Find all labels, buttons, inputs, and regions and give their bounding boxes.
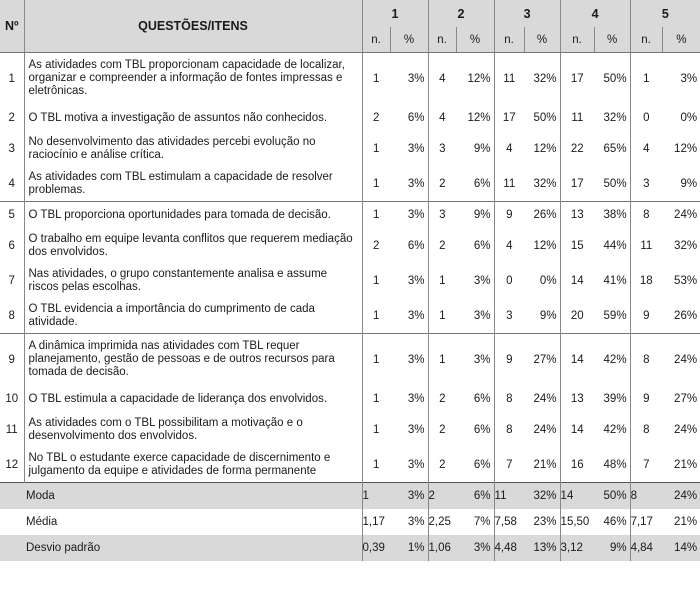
table-row [0, 386, 700, 413]
percent-cell: 59% [603, 309, 627, 322]
item-question: No desenvolvimento das atividades percebi evolução no raciocínio e análise crítica. [24, 132, 362, 167]
count-cell: 13 [560, 202, 594, 229]
count-cell: 1 [362, 334, 390, 386]
percent-cell: 50% [603, 72, 627, 85]
count-cell: 20 [560, 299, 594, 334]
table-row [0, 105, 700, 132]
item-question: O TBL proporciona oportunidades para tomada de decisão. [24, 202, 362, 229]
item-number: 12 [5, 458, 19, 471]
percent-cell: 42% [594, 334, 630, 386]
percent-cell: 6% [407, 240, 425, 252]
count-cell: 1 [630, 53, 662, 105]
count-cell: 9 [494, 202, 524, 229]
header-number: Nº [0, 0, 24, 53]
count-cell: 17 [560, 167, 594, 202]
item-question: As atividades com o TBL possibilitam a motivação e o desenvolvimento dos envolvidos. [24, 413, 362, 448]
sub-pct: % [594, 27, 630, 53]
sub-pct: % [390, 27, 428, 53]
percent-cell: 3% [390, 202, 428, 229]
count-cell: 2 [428, 448, 456, 483]
stat-label: Desvio padrão [0, 535, 362, 561]
count-cell: 1 [362, 53, 390, 105]
count-cell: 9 [630, 299, 662, 334]
stat-value-cell: 1,17 [362, 509, 390, 535]
stat-value-cell: 14 [560, 483, 594, 510]
item-number: 7 [8, 275, 15, 287]
count-cell: 1 [362, 299, 390, 334]
stat-percent-cell: 24% [662, 483, 700, 510]
stat-label: Média [26, 516, 58, 528]
count-cell: 16 [560, 448, 594, 483]
count-cell: 7 [494, 448, 524, 483]
percent-cell: 24% [674, 424, 698, 436]
percent-cell: 3% [407, 458, 425, 471]
count-cell: 14 [560, 334, 594, 386]
percent-cell: 50% [603, 177, 627, 190]
percent-cell: 32% [533, 177, 557, 190]
stat-percent-cell: 32% [524, 483, 560, 510]
count-cell: 1 [362, 132, 390, 167]
stat-percent-cell: 3% [390, 483, 428, 510]
count-cell: 11 [630, 229, 662, 264]
count-cell: 4 [428, 105, 456, 132]
header-group-1: 1 [362, 0, 428, 27]
percent-cell: 3% [473, 275, 491, 287]
count-cell: 1 [428, 264, 456, 299]
item-number: 3 [8, 143, 15, 155]
count-cell: 4 [494, 132, 524, 167]
count-cell: 14 [560, 264, 594, 299]
header-group-3: 3 [494, 0, 560, 27]
stat-percent-cell: 1% [390, 535, 428, 561]
count-cell: 8 [630, 202, 662, 229]
stat-value-cell: 15,50 [560, 509, 594, 535]
percent-cell: 3% [407, 72, 425, 85]
table-row [0, 53, 700, 105]
table-row [0, 229, 700, 264]
percent-cell: 3% [407, 309, 425, 322]
percent-cell: 3% [407, 424, 425, 436]
item-question: O TBL motiva a investigação de assuntos não conhecidos. [24, 105, 362, 132]
percent-cell: 42% [603, 424, 627, 436]
percent-cell: 38% [594, 202, 630, 229]
percent-cell: 32% [674, 240, 698, 252]
stat-percent-cell: 21% [674, 516, 698, 528]
count-cell: 4 [428, 53, 456, 105]
stat-percent-cell: 3% [456, 535, 494, 561]
sub-n: n. [630, 27, 662, 53]
stat-value-cell: 4,84 [630, 535, 662, 561]
percent-cell: 6% [473, 240, 491, 252]
percent-cell: 9% [539, 309, 557, 322]
percent-cell: 21% [674, 458, 698, 471]
stat-value-cell: 8 [630, 483, 662, 510]
item-question: O TBL evidencia a importância do cumprimento de cada atividade. [24, 299, 362, 334]
percent-cell: 0% [539, 275, 557, 287]
count-cell: 1 [362, 202, 390, 229]
item-question: A dinâmica imprimida nas atividades com TBL requer planejamento, gestão de pessoas e de outros recursos para tomada de decisão. [24, 334, 362, 386]
percent-cell: 24% [533, 424, 557, 436]
sub-pct: % [662, 27, 700, 53]
sub-pct: % [524, 27, 560, 53]
item-number: 4 [8, 177, 15, 190]
header-group-4: 4 [560, 0, 630, 27]
count-cell: 1 [362, 413, 390, 448]
stats-row [0, 535, 700, 561]
stat-value-cell: 7,17 [630, 509, 662, 535]
count-cell: 1 [362, 167, 390, 202]
count-cell: 2 [428, 386, 456, 413]
table-row [0, 448, 700, 483]
stat-percent-cell: 14% [662, 535, 700, 561]
percent-cell: 6% [407, 112, 425, 124]
count-cell: 1 [428, 334, 456, 386]
sub-n: n. [560, 27, 594, 53]
count-cell: 4 [494, 229, 524, 264]
count-cell: 4 [630, 132, 662, 167]
count-cell: 11 [494, 167, 524, 202]
count-cell: 11 [560, 105, 594, 132]
item-question: No TBL o estudante exerce capacidade de discernimento e julgamento da equipe e atividades de forma permanente [24, 448, 362, 483]
percent-cell: 32% [603, 112, 627, 124]
count-cell: 17 [560, 53, 594, 105]
item-number: 9 [0, 334, 24, 386]
table-header [0, 0, 700, 53]
stats-row [0, 509, 700, 535]
count-cell: 8 [630, 334, 662, 386]
percent-cell: 6% [473, 458, 491, 471]
percent-cell: 26% [524, 202, 560, 229]
count-cell: 2 [362, 229, 390, 264]
percent-cell: 3% [390, 334, 428, 386]
percent-cell: 24% [662, 202, 700, 229]
percent-cell: 6% [473, 393, 491, 405]
percent-cell: 9% [456, 202, 494, 229]
count-cell: 14 [560, 413, 594, 448]
percent-cell: 53% [674, 275, 698, 287]
count-cell: 0 [630, 105, 662, 132]
item-number: 11 [5, 424, 18, 436]
table-row [0, 334, 700, 386]
stat-value-cell: 2,25 [428, 509, 456, 535]
stat-value-cell: 2 [428, 483, 456, 510]
count-cell: 2 [428, 167, 456, 202]
stat-percent-cell: 6% [456, 483, 494, 510]
stat-value-cell: 4,48 [494, 535, 524, 561]
percent-cell: 3% [407, 143, 425, 155]
percent-cell: 0% [680, 112, 698, 124]
count-cell: 2 [428, 229, 456, 264]
item-question: O trabalho em equipe levanta conflitos que requerem mediação dos envolvidos. [24, 229, 362, 264]
item-number: 2 [8, 112, 15, 124]
stat-percent-cell: 7% [473, 516, 491, 528]
percent-cell: 24% [662, 334, 700, 386]
count-cell: 1 [362, 264, 390, 299]
percent-cell: 12% [533, 143, 557, 155]
item-question: As atividades com TBL proporcionam capacidade de localizar, organizar e compreender a informação de fontes impressas e eletrônicas. [24, 53, 362, 105]
sub-pct: % [456, 27, 494, 53]
item-number: 5 [0, 202, 24, 229]
stat-percent-cell: 3% [407, 516, 425, 528]
count-cell: 2 [362, 105, 390, 132]
item-number: 6 [8, 240, 15, 252]
count-cell: 2 [428, 413, 456, 448]
stat-percent-cell: 9% [594, 535, 630, 561]
count-cell: 9 [630, 386, 662, 413]
count-cell: 7 [630, 448, 662, 483]
count-cell: 17 [494, 105, 524, 132]
percent-cell: 44% [603, 240, 627, 252]
count-cell: 1 [428, 299, 456, 334]
table-row [0, 202, 700, 229]
table-row [0, 264, 700, 299]
table-row [0, 167, 700, 202]
item-question: Nas atividades, o grupo constantemente analisa e assume riscos pelas escolhas. [24, 264, 362, 299]
stat-value-cell: 7,58 [494, 509, 524, 535]
count-cell: 1 [362, 448, 390, 483]
stat-value-cell: 3,12 [560, 535, 594, 561]
count-cell: 3 [428, 202, 456, 229]
item-number: 8 [8, 309, 15, 322]
item-question: O TBL estimula a capacidade de liderança dos envolvidos. [24, 386, 362, 413]
count-cell: 3 [630, 167, 662, 202]
sub-n: n. [362, 27, 390, 53]
percent-cell: 65% [603, 143, 627, 155]
stat-value-cell: 1 [362, 483, 390, 510]
count-cell: 11 [494, 53, 524, 105]
item-number: 1 [8, 72, 15, 85]
percent-cell: 12% [467, 112, 491, 124]
stat-value-cell: 1,06 [428, 535, 456, 561]
percent-cell: 12% [533, 240, 557, 252]
stat-percent-cell: 13% [524, 535, 560, 561]
percent-cell: 50% [533, 112, 557, 124]
header-group-5: 5 [630, 0, 700, 27]
percent-cell: 21% [533, 458, 557, 471]
count-cell: 1 [362, 386, 390, 413]
percent-cell: 12% [674, 143, 698, 155]
percent-cell: 48% [603, 458, 627, 471]
percent-cell: 3% [680, 72, 698, 85]
percent-cell: 3% [407, 275, 425, 287]
percent-cell: 3% [456, 334, 494, 386]
count-cell: 8 [494, 386, 524, 413]
percent-cell: 41% [603, 275, 627, 287]
table-row [0, 132, 700, 167]
percent-cell: 12% [467, 72, 491, 85]
percent-cell: 24% [533, 393, 557, 405]
stat-value-cell: 0,39 [362, 535, 390, 561]
stat-percent-cell: 23% [533, 516, 557, 528]
header-group-2: 2 [428, 0, 494, 27]
count-cell: 0 [494, 264, 524, 299]
percent-cell: 26% [674, 309, 698, 322]
item-question: As atividades com TBL estimulam a capacidade de resolver problemas. [24, 167, 362, 202]
count-cell: 13 [560, 386, 594, 413]
table-row [0, 299, 700, 334]
item-number: 10 [5, 393, 19, 405]
sub-n: n. [494, 27, 524, 53]
stat-label: Moda [0, 483, 362, 510]
count-cell: 15 [560, 229, 594, 264]
percent-cell: 27% [524, 334, 560, 386]
stats-row [0, 483, 700, 510]
percent-cell: 32% [533, 72, 557, 85]
percent-cell: 39% [603, 393, 627, 405]
percent-cell: 3% [473, 309, 491, 322]
percent-cell: 6% [473, 177, 491, 190]
table-body [0, 53, 700, 483]
percent-cell: 9% [473, 143, 491, 155]
table-row [0, 413, 700, 448]
stat-percent-cell: 50% [594, 483, 630, 510]
percent-cell: 27% [674, 393, 698, 405]
count-cell: 22 [560, 132, 594, 167]
stat-value-cell: 11 [494, 483, 524, 510]
count-cell: 18 [630, 264, 662, 299]
percent-cell: 3% [407, 177, 425, 190]
percent-cell: 9% [680, 177, 698, 190]
percent-cell: 3% [407, 393, 425, 405]
stats-body [0, 483, 700, 562]
count-cell: 3 [428, 132, 456, 167]
count-cell: 9 [494, 334, 524, 386]
percent-cell: 6% [473, 424, 491, 436]
count-cell: 3 [494, 299, 524, 334]
sub-n: n. [428, 27, 456, 53]
stat-percent-cell: 46% [603, 516, 627, 528]
count-cell: 8 [630, 413, 662, 448]
count-cell: 8 [494, 413, 524, 448]
header-questions: QUESTÕES/ITENS [24, 0, 362, 53]
